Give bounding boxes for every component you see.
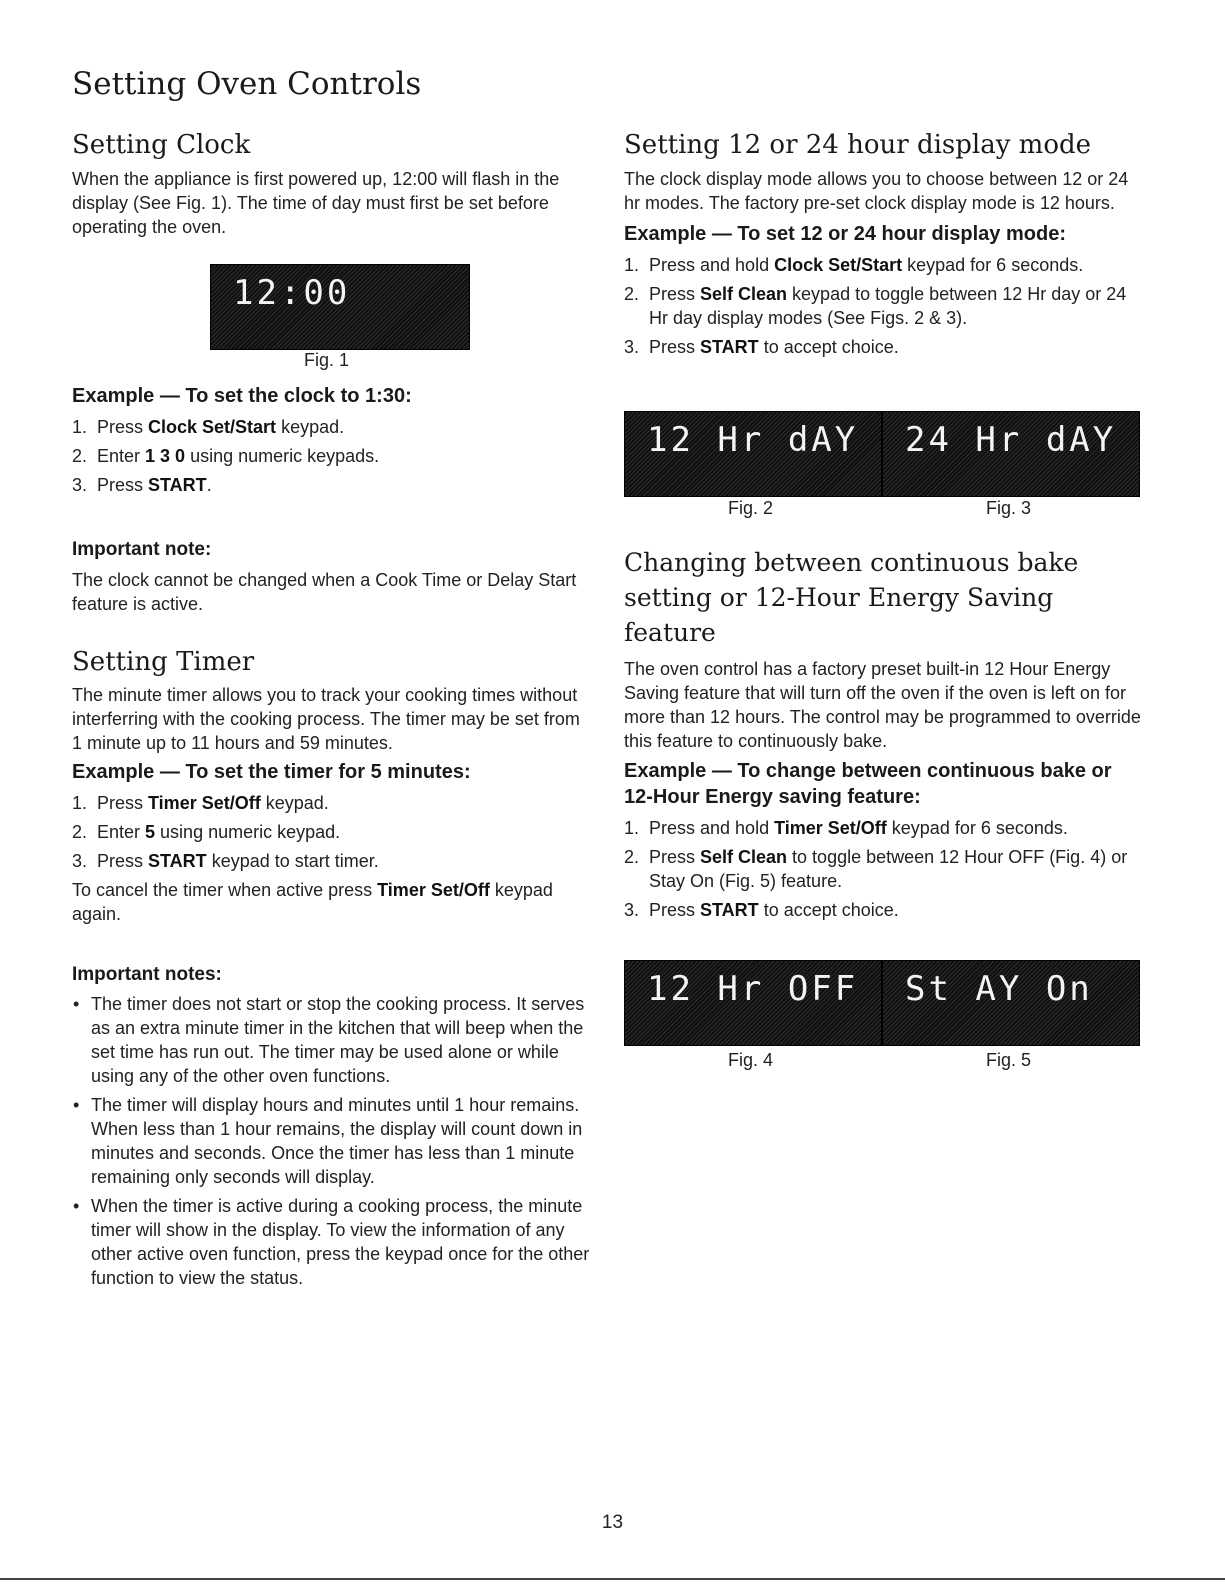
- fig4-label: Fig. 4: [728, 1050, 774, 1070]
- clock-display-fig1: [210, 264, 470, 350]
- fig1-label: Fig. 1: [304, 350, 350, 370]
- page-number: 13: [601, 1512, 624, 1533]
- setting-clock-heading: Setting Clock: [72, 130, 251, 160]
- display-mode-steps: [624, 253, 1144, 359]
- timer-notes-heading: Important notes:: [72, 964, 222, 985]
- clock-example: [72, 383, 592, 502]
- energy-saving-heading: Changing between continuous bake setting or 12-Hour Energy Saving feature: [624, 548, 1079, 647]
- energy-saving-steps: [624, 816, 1144, 922]
- energy-saving-section: [624, 545, 1144, 927]
- setting-timer-intro: The minute timer allows you to track your cooking times without interferring with the cooking process. The timer may be set from 1 minute up to 11 hours and 59 minutes.: [72, 685, 580, 753]
- fig2-display-text: 12 Hr dAY: [647, 420, 859, 460]
- timer-steps: [72, 791, 592, 873]
- energy-saving-intro: The oven control has a factory preset built-in 12 Hour Energy Saving feature that will turn off the oven if the oven is left on for more than 12 hours. The control may be programmed to override this feature to continuously bake.: [624, 659, 1141, 751]
- display-fig5: [882, 960, 1140, 1046]
- timer-important-notes: [72, 962, 592, 1295]
- fig2-label: Fig. 2: [728, 498, 774, 518]
- fig4-display-text: 12 Hr OFF: [647, 969, 859, 1009]
- timer-example-heading: Example — To set the timer for 5 minutes:: [72, 761, 471, 783]
- fig5-label: Fig. 5: [986, 1050, 1032, 1070]
- clock-note-heading: Important note:: [72, 539, 212, 560]
- timer-step: 1. Press Timer Set/Off keypad.: [72, 793, 329, 813]
- bottom-rule: [0, 1578, 1225, 1580]
- clock-important-note: [72, 537, 592, 616]
- clock-step: 2. Enter 1 3 0 using numeric keypads.: [72, 446, 380, 466]
- display-mode-heading: Setting 12 or 24 hour display mode: [624, 130, 1091, 160]
- display-mode-step: 2. Press Self Clean keypad to toggle between 12 Hr day or 24 Hr day display modes (See Figs. 2 & 3).: [624, 284, 1127, 328]
- page-title: Setting Oven Controls: [72, 66, 422, 102]
- display-mode-step: 1. Press and hold Clock Set/Start keypad for 6 seconds.: [624, 255, 1084, 275]
- timer-note-item: • The timer does not start or stop the cooking process. It serves as an extra minute timer in the kitchen that will beep when the set time has run out. The timer may be used alone or while using any of the other oven functions.: [73, 994, 585, 1086]
- clock-steps: [72, 415, 592, 497]
- timer-step: 2. Enter 5 using numeric keypad.: [72, 822, 341, 842]
- setting-clock-section: [72, 128, 592, 239]
- energy-saving-step: 2. Press Self Clean to toggle between 12 Hour OFF (Fig. 4) or Stay On (Fig. 5) feature.: [624, 847, 1128, 891]
- display-mode-section: [624, 128, 1144, 364]
- timer-step: 3. Press START keypad to start timer.: [72, 851, 379, 871]
- fig3-display-text: 24 Hr dAY: [905, 420, 1117, 460]
- timer-notes-list: [72, 992, 592, 1290]
- energy-saving-step: 3. Press START to accept choice.: [624, 900, 899, 920]
- clock-example-heading: Example — To set the clock to 1:30:: [72, 385, 412, 407]
- setting-timer-section: [72, 645, 592, 926]
- setting-timer-heading: Setting Timer: [72, 647, 255, 677]
- fig3-label: Fig. 3: [986, 498, 1032, 518]
- display-mode-step: 3. Press START to accept choice.: [624, 337, 899, 357]
- setting-clock-intro: When the appliance is first powered up, 12:00 will flash in the display (See Fig. 1). The time of day must first be set before operating the oven.: [72, 169, 560, 237]
- display-mode-intro: The clock display mode allows you to choose between 12 or 24 hr modes. The factory pre-set clock display mode is 12 hours.: [624, 169, 1129, 213]
- timer-cancel-text: To cancel the timer when active press Timer Set/Off keypad again.: [72, 880, 553, 924]
- clock-display-text: 12:00: [233, 273, 351, 313]
- display-mode-example-heading: Example — To set 12 or 24 hour display mode:: [624, 223, 1066, 245]
- display-fig4: [624, 960, 882, 1046]
- clock-note-text: The clock cannot be changed when a Cook Time or Delay Start feature is active.: [72, 570, 577, 614]
- fig5-display-text: St AY On: [905, 969, 1093, 1009]
- timer-note-item: • The timer will display hours and minutes until 1 hour remains. When less than 1 hour remains, the display will count down in minutes and seconds. Once the timer has less than 1 minute remaining only seconds will display.: [73, 1095, 583, 1187]
- clock-step: 1. Press Clock Set/Start keypad.: [72, 417, 345, 437]
- energy-saving-step: 1. Press and hold Timer Set/Off keypad for 6 seconds.: [624, 818, 1068, 838]
- timer-note-item: • When the timer is active during a cooking process, the minute timer will show in the display. To view the information of any other active oven function, press the keypad once for the other function to view the status.: [73, 1196, 590, 1288]
- display-fig2: [624, 411, 882, 497]
- display-fig3: [882, 411, 1140, 497]
- clock-step: 3. Press START.: [72, 475, 212, 495]
- energy-saving-example-heading: Example — To change between continuous bake or 12-Hour Energy saving feature:: [624, 760, 1112, 808]
